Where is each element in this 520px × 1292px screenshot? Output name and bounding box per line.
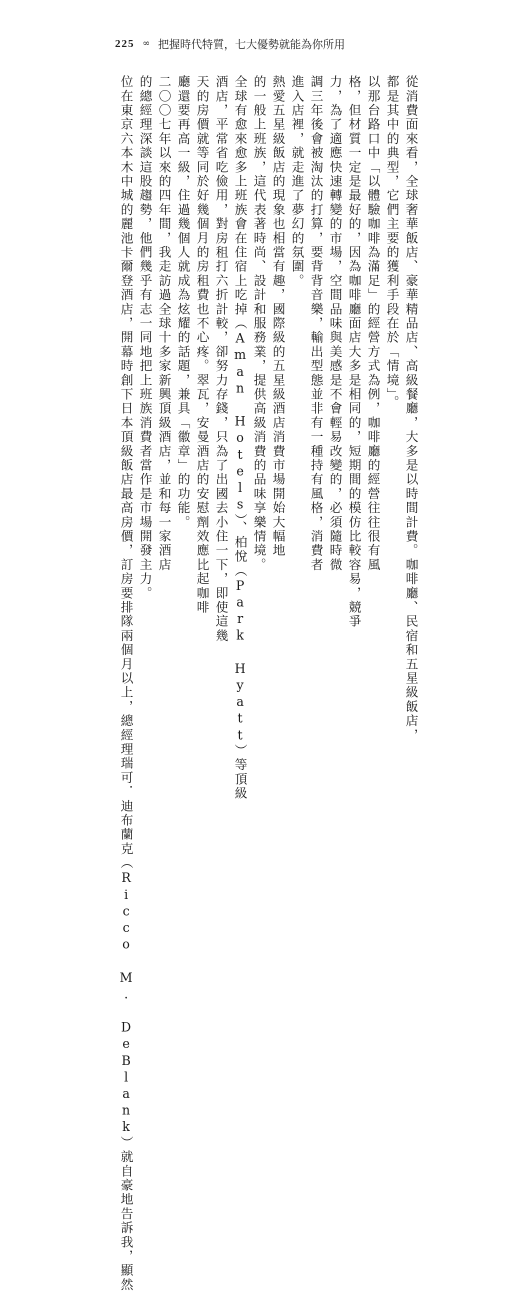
- text-column: 的一般上班族，這代表著時尚、設計和服務業，提供高級消費的品味享樂情境。: [251, 75, 267, 572]
- text-column: 都是其中的典型，它們主要的獲利手段在於「情境」。: [384, 75, 400, 410]
- page-number: 225: [115, 38, 135, 50]
- text-column: 酒店，平常省吃儉用，對房租打六折計較，卻努力存錢，只為了出國去小住一下，即使這幾: [213, 75, 229, 643]
- text-column: 二〇〇七年以來的四年間，我走訪過全球十多家新興頂級酒店，並和每一家酒店: [156, 75, 172, 572]
- text-column: 天的房價就等同於好幾個月的房租費也不心疼。翠瓦，安曼酒店的安慰劑效應比起咖啡: [194, 75, 210, 615]
- ornament-icon: ∞: [142, 39, 150, 49]
- text-column: 的總經理深談這股趨勢，他們幾乎有志一同地把上班族消費者當作是市場開發主力。: [137, 75, 153, 601]
- text-column: 位在東京六本木中城的麗池卡爾登酒店，開幕時創下日本頂級飯店最高房價，訂房要排隊兩個月以上，總經理瑞可．迪布蘭克（Ricco M. DeBlank）就自豪地告訴我，顯然: [118, 75, 134, 1292]
- text-column: 進入店裡，就走進了夢幻的氛圍。: [289, 75, 305, 288]
- running-title: 把握時代特質，七大優勢就能為你所用: [158, 38, 345, 51]
- text-column: 調三年後會被淘汰的打算，要背背音樂，輸出型態並非有一種持有風格，消費者: [308, 75, 324, 572]
- text-column: 力，為了適應快速轉變的市場，空間品味與美感是不會輕易改變的，必須隨時微: [327, 75, 343, 572]
- text-column: 全球有愈來愈多上班族會在住宿上吃掉（Aman Hotels）、柏悅（Park Hyatt）等頂級: [232, 75, 248, 801]
- text-column: 以那台路口中「以體驗咖啡為滿足」的經營方式為例，咖啡廳的經營往往很有風: [365, 75, 381, 572]
- text-column: 從消費面來看，全球奢華飯店、豪華精品店、高級餐廳，大多是以時間計費。咖啡廳、民宿和五星級飯店，: [403, 75, 419, 743]
- text-column: 廳還要再高一級，住過幾個人就成為炫耀的話題，兼具「徽章」的功能。: [175, 75, 191, 530]
- text-column: 熱愛五星級飯店的現象也相當有趣，國際級的五星級酒店消費市場開始大幅地: [270, 75, 286, 558]
- running-header: [115, 36, 345, 52]
- text-column: 格，但材質一定是最好的，因為咖啡廳面店大多是相同的，短期間的模仿比較容易，競爭: [346, 75, 362, 629]
